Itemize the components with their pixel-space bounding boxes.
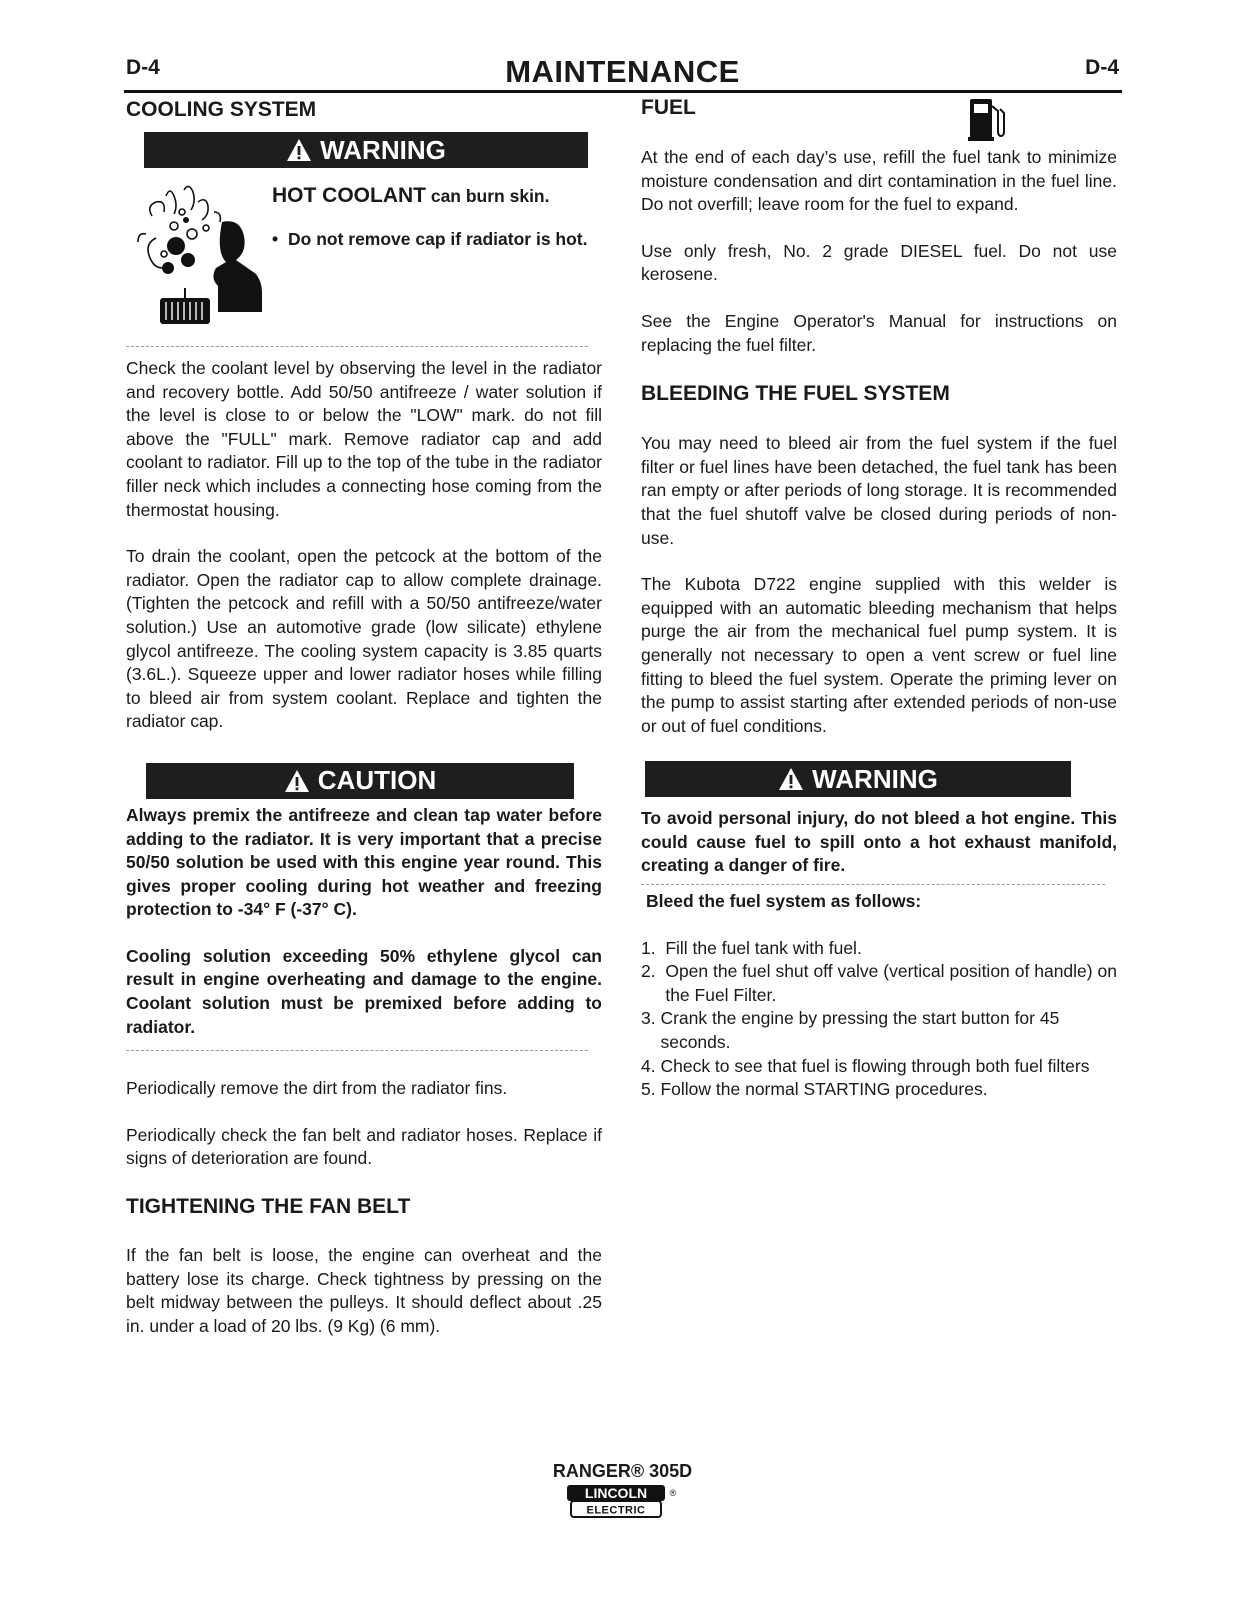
fuel-pump-icon [967, 96, 1007, 147]
warning-banner [144, 132, 588, 168]
step-text: Check to see that fuel is flowing through both fuel filters [660, 1055, 1090, 1076]
fuel-filter-paragraph: See the Engine Operator's Manual for instructions on replacing the fuel filter. [641, 310, 1117, 355]
step-number: 4. [641, 1055, 661, 1076]
hot-coolant-small: can burn skin. [425, 186, 550, 206]
list-item [641, 1055, 1117, 1079]
bleed-steps-intro: Bleed the fuel system as follows: [646, 891, 922, 912]
page-title: MAINTENANCE [505, 54, 740, 89]
step-number: 2. [641, 961, 666, 982]
lincoln-electric-logo [565, 1484, 683, 1525]
bullet-mark: • [272, 229, 279, 249]
header-rule [124, 90, 1122, 93]
fuel-refill-paragraph: At the end of each day’s use, refill the fuel tank to minimize moisture condensation and dirt contamination in the fuel line. Do not overfill; leave room for the fuel to expand. [641, 147, 1117, 215]
warning-triangle-icon [284, 769, 310, 793]
bleed-steps-list [641, 937, 1117, 1102]
caution-label: CAUTION [317, 765, 437, 796]
step-number: 3. [641, 1008, 661, 1029]
hot-coolant-big: HOT COOLANT [272, 184, 426, 207]
warning-bullet-item [272, 228, 602, 252]
fuel-warning-text: To avoid personal injury, do not bleed a hot engine. This could cause fuel to spill onto a hot exhaust manifold, creating a danger of fire. [641, 808, 1117, 876]
kubota-paragraph: The Kubota D722 engine supplied with this welder is equipped with an automatic bleeding mechanism that helps purge the air from the mechanical fuel pump system. It is generally not necessary to open a vent screw or fuel line fitting to bleed the fuel system. Operate the priming lever on the pump to assist starting after extended periods of non-use or out of fuel conditions. [641, 574, 1117, 736]
fuel-warning-banner [645, 761, 1071, 797]
fan-belt-check-paragraph: Periodically check the fan belt and radiator hoses. Replace if signs of deterioration are found. [126, 1124, 602, 1169]
list-item [641, 1007, 1117, 1054]
fan-belt-paragraph: If the fan belt is loose, the engine can overheat and the battery lose its charge. Check tightness by pressing on the belt midway between the pulleys. It should deflect about .25 in. under a load of 20 lbs. (9 Kg) (6 mm). [126, 1245, 602, 1336]
coolant-drain-paragraph: To drain the coolant, open the petcock at the bottom of the radiator. Open the radiator cap to allow complete drainage. (Tighten the petcock and refill with a 50/50 antifreeze/water solution.) Use an automotive grade (low silicate) ethylene glycol antifreeze. The cooling system capacity is 3.85 quarts (3.6L.). Squeeze upper and lower radiator hoses while filling to bleed air from system coolant. Replace and tighten the radiator cap. [126, 546, 602, 732]
hot-coolant-text [266, 176, 602, 326]
warning-triangle-icon [286, 138, 312, 162]
coolant-check-paragraph: Check the coolant level by observing the level in the radiator and recovery bottle. Add 50/50 antifreeze / water solution if the level is close to or below the "LOW" mark. do not fill above the "FULL" mark. Remove radiator cap and add coolant to radiator. Fill up to the top of the tube in the radiator filler neck which includes a connecting hose coming from the thermostat housing. [126, 358, 602, 520]
step-number: 1. [641, 937, 666, 958]
fuel-heading: FUEL [641, 96, 696, 119]
left-column [126, 96, 602, 1338]
cooling-system-heading: COOLING SYSTEM [126, 98, 317, 121]
logo-registered-mark: ® [669, 1488, 677, 1498]
hot-coolant-warning [126, 176, 602, 326]
step-text: Fill the fuel tank with fuel. [665, 937, 862, 958]
fuel-grade-paragraph: Use only fresh, No. 2 grade DIESEL fuel. Do not use kerosene. [641, 240, 1117, 285]
step-number: 5. [641, 1079, 661, 1100]
page-code-right: D-4 [1085, 56, 1119, 79]
warning-label: WARNING [320, 134, 446, 165]
bleeding-heading: BLEEDING THE FUEL SYSTEM [641, 382, 950, 406]
page-code-left: D-4 [126, 56, 160, 79]
footer-model-name: RANGER® 305D [552, 1461, 693, 1481]
step-text: Follow the normal STARTING procedures. [660, 1079, 988, 1100]
hot-coolant-spray-icon [126, 176, 266, 326]
list-item [641, 1078, 1117, 1102]
warning-triangle-icon [778, 767, 804, 791]
logo-electric-text: ELECTRIC [586, 1504, 646, 1517]
radiator-fins-paragraph: Periodically remove the dirt from the radiator fins. [126, 1078, 508, 1099]
divider [641, 884, 1105, 885]
bleed-air-paragraph: You may need to bleed air from the fuel system if the fuel filter or fuel lines have been detached, the fuel tank has been ran empty or after periods of long storage. It is recommended that the fuel shutoff valve be closed during periods of non-use. [641, 433, 1117, 548]
fan-belt-heading: TIGHTENING THE FAN BELT [126, 1195, 411, 1219]
list-item [641, 960, 1117, 1007]
step-text: Crank the engine by pressing the start button for 45 seconds. [660, 1008, 1060, 1053]
logo-lincoln-text: LINCOLN [584, 1485, 648, 1501]
divider [126, 1050, 588, 1051]
caution-banner [146, 763, 574, 799]
divider [126, 346, 588, 347]
caution-premix-paragraph: Always premix the antifreeze and clean tap water before adding to the radiator. It is very important that a precise 50/50 solution be used with this engine year round. This gives proper cooling during hot weather and freezing protection to -34° F (-37° C). [126, 804, 602, 920]
list-item [641, 937, 1117, 961]
right-column [641, 96, 1117, 1102]
step-text: Open the fuel shut off valve (vertical position of handle) on the Fuel Filter. [665, 961, 1117, 1005]
caution-glycol-paragraph: Cooling solution exceeding 50% ethylene glycol can result in engine overheating and damage to the engine. Coolant solution must be premixed before adding to radiator. [126, 945, 602, 1037]
bullet-text: Do not remove cap if radiator is hot. [288, 229, 588, 249]
hot-coolant-title [272, 184, 602, 208]
fuel-warning-label: WARNING [812, 763, 938, 794]
